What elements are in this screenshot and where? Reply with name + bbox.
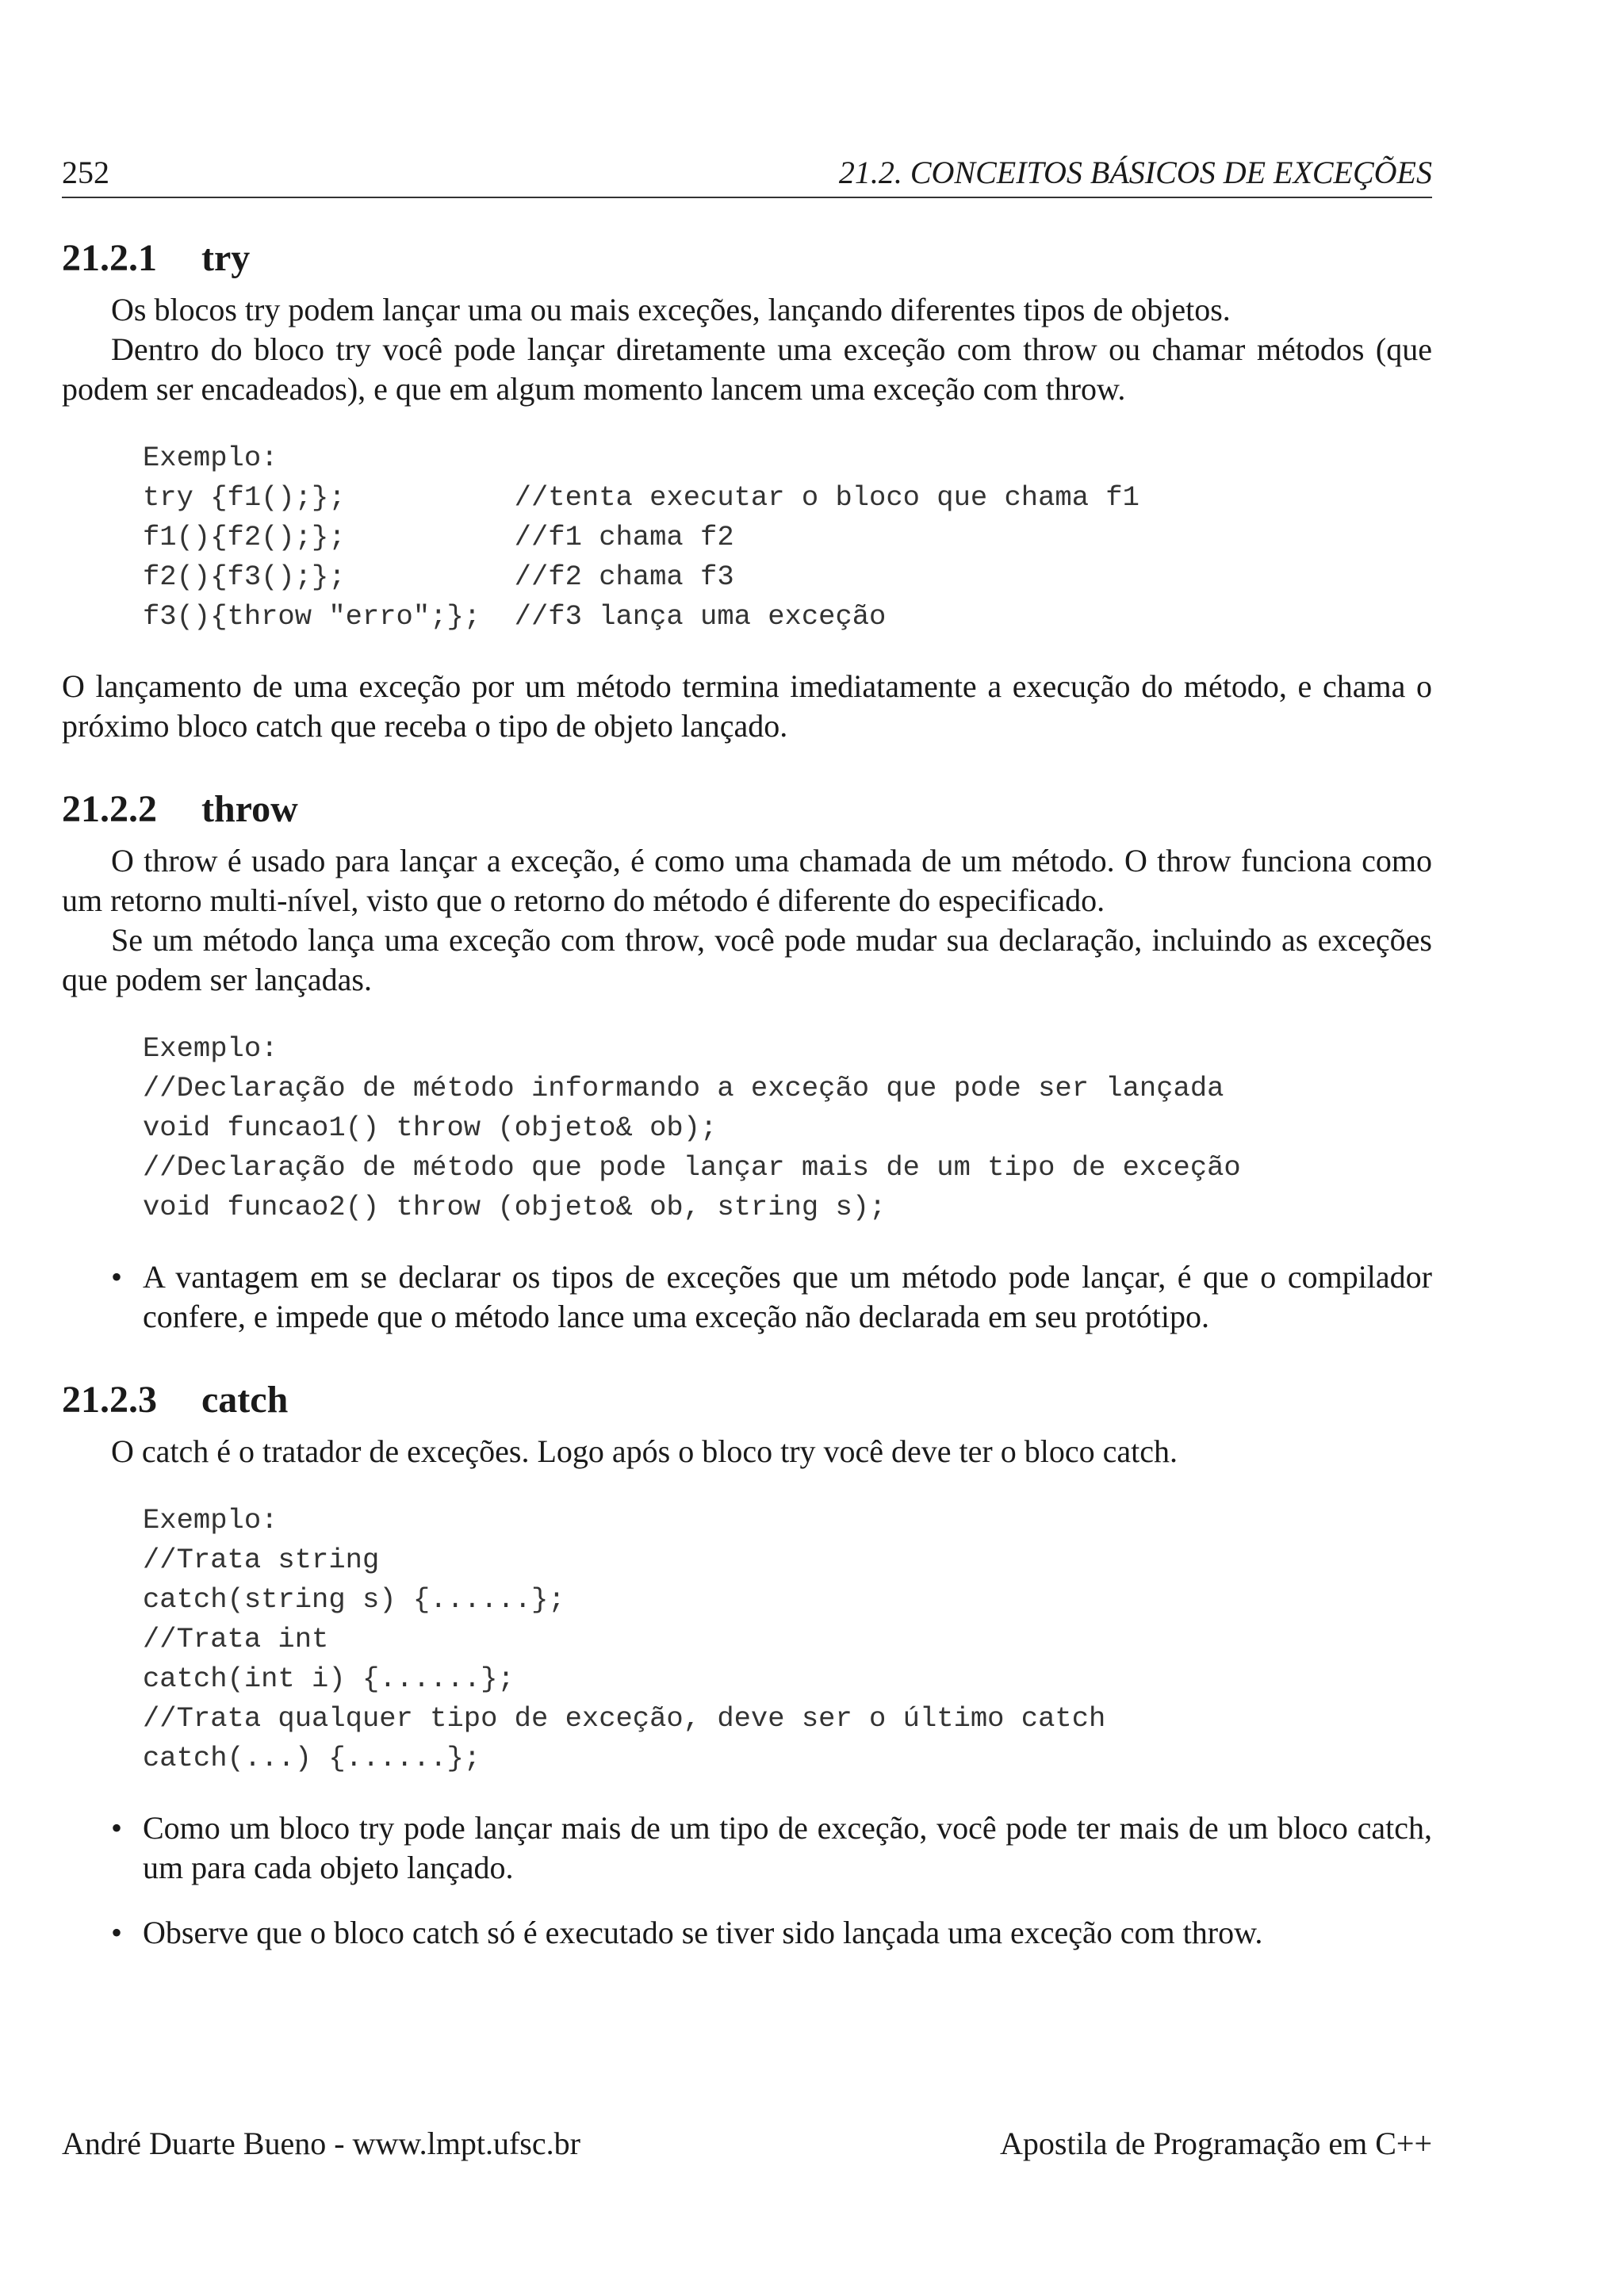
list-item (62, 1257, 1432, 1337)
code-example: Exemplo: //Trata string catch(string s) {......}; //Trata int catch(int i) {......}; //Trata qualquer tipo de exceção, deve ser o último catch catch(...) {......}; (143, 1504, 1106, 1774)
section-heading-try (62, 235, 1432, 282)
bullet-icon: • (111, 1810, 123, 1846)
paragraph: O lançamento de uma exceção por um método termina imediatamente a execução do método, e chama o próximo bloco catch que receba o tipo de objeto lançado. (62, 668, 1432, 744)
paragraph: O throw é usado para lançar a exceção, é como uma chamada de um método. O throw funciona como um retorno multi-nível, visto que o retorno do método é diferente do especificado. (62, 843, 1432, 918)
section-heading-throw (62, 786, 1432, 833)
section-title: try (201, 237, 251, 279)
section-number: 21.2.1 (62, 237, 157, 279)
bullet-icon: • (111, 1915, 123, 1950)
section-title: throw (201, 788, 298, 830)
page-number: 252 (62, 155, 109, 190)
code-example: Exemplo: try {f1();}; //tenta executar o bloco que chama f1 f1(){f2();}; //f1 chama f2 f2(){f3();}; //f2 chama f3 f3(){throw "erro";}; //f3 lança uma exceção (143, 442, 1139, 633)
footer-author: André Duarte Bueno - www.lmpt.ufsc.br (62, 2126, 580, 2161)
bullet-icon: • (111, 1259, 123, 1295)
section-heading-catch (62, 1376, 1432, 1424)
code-example: Exemplo: //Declaração de método informando a exceção que pode ser lançada void funcao1() throw (objeto& ob); //Declaração de método que pode lançar mais de um tipo de exceção void funcao2() throw (objeto& ob, string s); (143, 1032, 1241, 1223)
section-number: 21.2.2 (62, 788, 157, 830)
list-item (62, 1913, 1432, 1953)
page-header (62, 154, 1432, 198)
list-item-text: A vantagem em se declarar os tipos de exceções que um método pode lançar, é que o compilador confere, e impede que o método lance uma exceção não declarada em seu protótipo. (143, 1259, 1432, 1334)
footer-title: Apostila de Programação em C++ (1000, 2126, 1432, 2161)
section-title: catch (201, 1379, 289, 1421)
paragraph: Os blocos try podem lançar uma ou mais exceções, lançando diferentes tipos de objetos. (111, 292, 1231, 327)
section-number: 21.2.3 (62, 1379, 157, 1421)
list-item (62, 1808, 1432, 1888)
paragraph: Se um método lança uma exceção com throw, você pode mudar sua declaração, incluindo as exceções que podem ser lançadas. (62, 922, 1432, 997)
page-content (62, 235, 1432, 1953)
bullet-list (62, 1257, 1432, 1337)
list-item-text: Como um bloco try pode lançar mais de um tipo de exceção, você pode ter mais de um bloco catch, um para cada objeto lançado. (143, 1810, 1432, 1885)
paragraph: Dentro do bloco try você pode lançar diretamente uma exceção com throw ou chamar métodos (que podem ser encadeados), e que em algum momento lancem uma exceção com throw. (62, 331, 1432, 407)
bullet-list (62, 1808, 1432, 1953)
running-title: 21.2. CONCEITOS BÁSICOS DE EXCEÇÕES (838, 155, 1432, 190)
list-item-text: Observe que o bloco catch só é executado se tiver sido lançada uma exceção com throw. (143, 1915, 1263, 1950)
paragraph: O catch é o tratador de exceções. Logo após o bloco try você deve ter o bloco catch. (111, 1433, 1178, 1469)
